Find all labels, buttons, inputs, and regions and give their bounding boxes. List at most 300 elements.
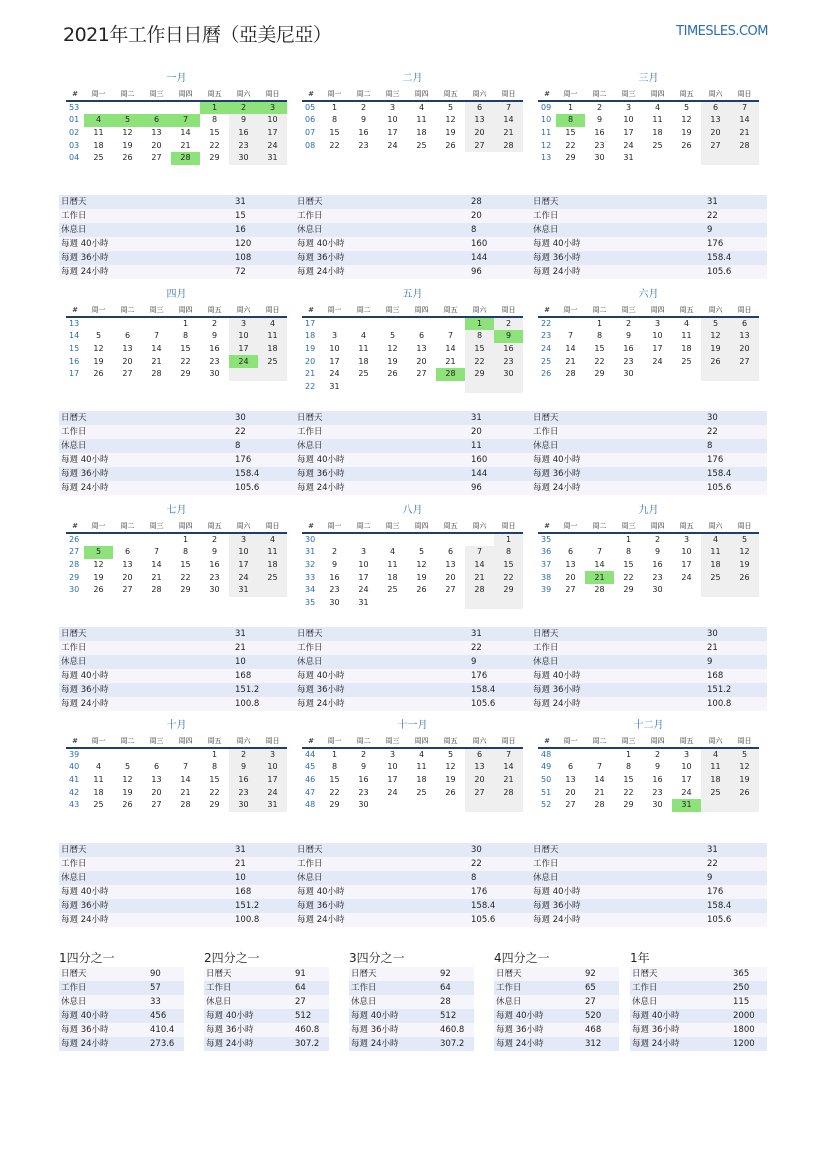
stat-value: 456: [150, 1011, 167, 1021]
weekday-header: 周三: [614, 520, 643, 533]
week-row: [538, 799, 759, 812]
weekday-header: #: [538, 520, 556, 533]
day-cell: 23: [209, 572, 220, 582]
day-cell: 29: [329, 800, 340, 810]
day-cell: 26: [416, 585, 427, 595]
stat-label: 每週 36小時: [61, 469, 109, 479]
weekday-header: 周一: [84, 88, 113, 101]
stat-label: 休息日: [632, 997, 658, 1007]
weekday-header: 周五: [436, 520, 465, 533]
day-cell: 20: [565, 787, 576, 797]
stat-label: 日曆天: [533, 629, 559, 639]
day-cell: 22: [565, 140, 576, 150]
quarter-stat-row: [494, 1037, 619, 1051]
stat-value: 151.2: [235, 685, 260, 695]
stat-value: 151.2: [707, 685, 732, 695]
week-row: [66, 317, 287, 330]
day-cell: 28: [436, 368, 465, 381]
day-cell: 12: [122, 775, 133, 785]
week-number: 20: [305, 356, 316, 366]
quarter-stat-row: [59, 1023, 184, 1037]
month-table: [66, 304, 287, 381]
day-cell: 9: [360, 115, 367, 125]
day-cell: 7: [730, 101, 759, 114]
day-cell: 7: [182, 762, 189, 772]
day-cell: 18: [701, 559, 730, 572]
stat-label: 休息日: [61, 873, 87, 883]
stat-label: 日曆天: [61, 197, 87, 207]
week-row: [66, 343, 287, 356]
quarter-title: 2四分之一: [204, 951, 260, 965]
week-number: 34: [305, 585, 316, 595]
stat-label: 日曆天: [297, 197, 323, 207]
stat-label: 每週 40小時: [297, 671, 345, 681]
quarter-title: 4四分之一: [494, 951, 550, 965]
quarter-block: [204, 950, 329, 1051]
day-cell: 21: [151, 356, 162, 366]
day-cell: 7: [567, 331, 574, 341]
stat-value: 8: [471, 225, 477, 235]
day-cell: 26: [730, 571, 759, 584]
weekday-header: #: [66, 304, 84, 317]
day-cell: 19: [445, 775, 456, 785]
weekday-header: 周日: [494, 735, 523, 748]
stat-label: 每週 36小時: [533, 685, 581, 695]
day-cell: 20: [565, 572, 576, 582]
day-cell: 18: [701, 774, 730, 787]
day-cell: 13: [565, 775, 576, 785]
day-cell: 31: [672, 799, 701, 812]
stat-value: 31: [471, 413, 482, 423]
stat-value: 30: [471, 845, 482, 855]
month-stats: [295, 411, 531, 495]
day-cell: 16: [623, 344, 634, 354]
weekday-header: 周四: [171, 304, 200, 317]
day-cell: [701, 368, 730, 381]
stat-label: 每週 36小時: [351, 1025, 399, 1035]
day-cell: 1: [331, 103, 338, 112]
stat-value: 15: [235, 211, 246, 221]
quarter-stat-row: [349, 1037, 474, 1051]
stat-label: 每週 36小時: [533, 469, 581, 479]
weekday-header: 周一: [84, 735, 113, 748]
week-row: [66, 584, 287, 597]
day-cell: 2: [211, 319, 218, 328]
stat-label: 每週 24小時: [297, 483, 345, 493]
stat-value: 105.6: [471, 915, 496, 925]
day-cell: 7: [153, 331, 160, 341]
month-title: 一月: [166, 73, 187, 84]
day-cell: 12: [701, 330, 730, 343]
weekday-header: #: [538, 304, 556, 317]
day-cell: 8: [494, 546, 523, 559]
day-cell: 14: [151, 560, 162, 570]
stat-value: 100.8: [707, 699, 732, 709]
day-cell: 17: [358, 572, 369, 582]
week-row: [66, 368, 287, 381]
stat-value: 72: [235, 267, 246, 277]
stat-label: 工作日: [533, 211, 559, 221]
day-cell: 5: [389, 331, 396, 341]
stat-value: 9: [471, 657, 477, 667]
day-cell: 28: [151, 369, 162, 379]
month-calendar: [538, 504, 759, 597]
day-cell: 19: [730, 774, 759, 787]
day-cell: 15: [623, 560, 634, 570]
stat-label: 日曆天: [533, 845, 559, 855]
weekday-header: 周四: [407, 735, 436, 748]
day-cell: 13: [445, 560, 456, 570]
stat-row: [295, 453, 531, 467]
weekday-header: #: [302, 304, 320, 317]
stat-value: 1800: [733, 1025, 755, 1035]
stat-label: 工作日: [533, 859, 559, 869]
week-number: 47: [305, 787, 316, 797]
day-cell: 20: [151, 140, 162, 150]
stat-label: 每週 36小時: [206, 1025, 254, 1035]
stat-row: [531, 481, 767, 495]
week-row: [302, 799, 523, 812]
stat-row: [59, 411, 295, 425]
day-cell: 10: [387, 762, 398, 772]
stat-label: 日曆天: [533, 197, 559, 207]
day-cell: 5: [84, 546, 113, 559]
stat-row: [59, 899, 295, 913]
weekday-header: 周五: [672, 520, 701, 533]
day-cell: 8: [182, 331, 189, 341]
day-cell: 6: [465, 101, 494, 114]
stat-value: 460.8: [440, 1025, 465, 1035]
day-cell: 16: [329, 572, 340, 582]
stat-value: 10: [235, 657, 246, 667]
week-number: 45: [305, 762, 316, 772]
day-cell: 13: [151, 775, 162, 785]
day-cell: [258, 368, 287, 381]
stat-label: 休息日: [61, 225, 87, 235]
day-cell: 31: [623, 153, 634, 163]
weekday-header: #: [302, 88, 320, 101]
day-cell: 22: [209, 787, 220, 797]
stat-label: 每週 40小時: [351, 1011, 399, 1021]
day-cell: 3: [258, 101, 287, 114]
day-cell: [229, 368, 258, 381]
day-cell: 2: [360, 750, 367, 759]
day-cell: 1: [182, 535, 189, 544]
day-cell: [320, 317, 349, 330]
stat-label: 日曆天: [61, 629, 87, 639]
stat-row: [59, 195, 295, 209]
day-cell: 15: [209, 128, 220, 138]
day-cell: 18: [387, 572, 398, 582]
stat-row: [531, 669, 767, 683]
week-number: 26: [69, 535, 80, 544]
stat-value: 30: [707, 629, 718, 639]
week-number: 30: [305, 535, 316, 544]
stat-value: 22: [707, 211, 718, 221]
day-cell: 16: [358, 775, 369, 785]
day-cell: 20: [730, 343, 759, 356]
week-number: 49: [541, 762, 552, 772]
stat-row: [531, 209, 767, 223]
week-number: 51: [541, 787, 552, 797]
stat-value: 105.6: [471, 699, 496, 709]
day-cell: 19: [701, 343, 730, 356]
quarter-stat-row: [349, 1009, 474, 1023]
day-cell: 2: [596, 103, 603, 112]
day-cell: 15: [623, 775, 634, 785]
weekday-header: 周四: [407, 304, 436, 317]
day-cell: 16: [594, 128, 605, 138]
week-number: 16: [69, 356, 80, 366]
day-cell: [494, 597, 523, 610]
day-cell: 14: [730, 114, 759, 127]
day-cell: 26: [701, 355, 730, 368]
day-cell: 28: [494, 139, 523, 152]
stat-value: 168: [235, 671, 252, 681]
day-cell: 28: [465, 584, 494, 597]
day-cell: 1: [596, 319, 603, 328]
day-cell: 5: [113, 114, 142, 127]
stat-row: [59, 871, 295, 885]
day-cell: 14: [494, 761, 523, 774]
day-cell: 8: [331, 762, 338, 772]
stat-value: 64: [295, 983, 306, 993]
stat-row: [531, 843, 767, 857]
weekday-header: #: [66, 520, 84, 533]
week-number: 14: [69, 331, 80, 341]
day-cell: 21: [445, 356, 456, 366]
day-cell: 10: [229, 330, 258, 343]
stat-row: [531, 641, 767, 655]
day-cell: 17: [229, 559, 258, 572]
month-title: 十一月: [397, 720, 428, 731]
stat-value: 158.4: [471, 685, 496, 695]
stat-label: 每週 24小時: [297, 915, 345, 925]
stat-value: 57: [150, 983, 161, 993]
stat-label: 日曆天: [632, 969, 658, 979]
day-cell: 14: [180, 775, 191, 785]
day-cell: 1: [211, 750, 218, 759]
stat-label: 每週 40小時: [533, 887, 581, 897]
week-number: 09: [541, 103, 552, 112]
day-cell: 26: [122, 153, 133, 163]
stat-value: 105.6: [235, 483, 260, 493]
day-cell: [730, 152, 759, 165]
stat-value: 108: [235, 253, 252, 263]
day-cell: 20: [465, 774, 494, 787]
week-row: [66, 786, 287, 799]
day-cell: 30: [209, 369, 220, 379]
stat-value: 21: [707, 643, 718, 653]
stat-value: 512: [440, 1011, 457, 1021]
day-cell: [701, 584, 730, 597]
stat-value: 168: [235, 887, 252, 897]
day-cell: 26: [681, 140, 692, 150]
day-cell: [494, 799, 523, 812]
day-cell: 16: [229, 127, 258, 140]
day-cell: 4: [360, 331, 367, 341]
weekday-header: 周五: [436, 304, 465, 317]
day-cell: [643, 368, 672, 381]
stat-row: [531, 453, 767, 467]
stat-label: 休息日: [297, 873, 323, 883]
day-cell: 16: [229, 774, 258, 787]
day-cell: 15: [329, 128, 340, 138]
weekday-header: 周二: [349, 520, 378, 533]
stat-row: [531, 439, 767, 453]
day-cell: 27: [445, 585, 456, 595]
stat-value: 20: [471, 427, 482, 437]
week-number: 46: [305, 775, 316, 785]
weekday-header: 周四: [171, 520, 200, 533]
stat-row: [295, 843, 531, 857]
week-row: [302, 127, 523, 140]
day-cell: 17: [652, 344, 663, 354]
day-cell: 19: [122, 787, 133, 797]
day-cell: 22: [494, 571, 523, 584]
quarter-stat-row: [349, 981, 474, 995]
week-number: 39: [541, 585, 552, 595]
day-cell: 11: [93, 128, 104, 138]
week-row: [538, 571, 759, 584]
weekday-header: 周三: [378, 304, 407, 317]
quarter-title: 1年: [630, 951, 650, 965]
day-cell: 11: [93, 775, 104, 785]
day-cell: 6: [701, 101, 730, 114]
stat-value: 273.6: [150, 1039, 175, 1049]
stat-row: [59, 627, 295, 641]
stat-value: 520: [585, 1011, 602, 1021]
stat-value: 30: [235, 413, 246, 423]
stat-label: 每週 36小時: [297, 901, 345, 911]
stat-label: 每週 36小時: [533, 253, 581, 263]
day-cell: 18: [93, 787, 104, 797]
week-row: [66, 114, 287, 127]
day-cell: 4: [84, 114, 113, 127]
week-number: 30: [69, 585, 80, 595]
day-cell: 14: [180, 128, 191, 138]
stat-row: [59, 251, 295, 265]
weekday-header: 周日: [494, 304, 523, 317]
quarter-stat-row: [494, 1009, 619, 1023]
day-cell: 7: [494, 101, 523, 114]
day-cell: 3: [360, 547, 367, 557]
stat-value: 9: [707, 873, 713, 883]
stat-label: 日曆天: [496, 969, 522, 979]
stat-value: 105.6: [707, 267, 732, 277]
month-calendar: [66, 719, 287, 812]
day-cell: 2: [211, 535, 218, 544]
stat-label: 每週 36小時: [61, 685, 109, 695]
weekday-header: 周三: [142, 735, 171, 748]
week-number: 18: [305, 331, 316, 341]
day-cell: 3: [331, 331, 338, 341]
day-cell: 27: [122, 369, 133, 379]
stat-row: [295, 411, 531, 425]
month-calendar: [66, 288, 287, 381]
weekday-header: 周三: [142, 520, 171, 533]
stat-label: 每週 36小時: [297, 469, 345, 479]
week-number: 41: [69, 775, 80, 785]
day-cell: 31: [258, 152, 287, 165]
stat-row: [295, 683, 531, 697]
day-cell: 27: [151, 800, 162, 810]
stat-row: [295, 697, 531, 711]
day-cell: 2: [494, 317, 523, 330]
day-cell: 27: [122, 585, 133, 595]
stat-row: [531, 411, 767, 425]
stat-label: 每週 24小時: [61, 483, 109, 493]
weekday-header: 周日: [730, 735, 759, 748]
stat-value: 410.4: [150, 1025, 175, 1035]
quarter-stat-row: [630, 1037, 767, 1051]
day-cell: 22: [180, 356, 191, 366]
weekday-header: 周二: [349, 88, 378, 101]
stat-label: 工作日: [351, 983, 377, 993]
stat-value: 176: [235, 455, 252, 465]
stat-label: 工作日: [297, 859, 323, 869]
week-number: 13: [69, 319, 80, 328]
week-number: 52: [541, 800, 552, 810]
weekday-header: 周一: [320, 735, 349, 748]
week-number: 13: [541, 153, 552, 163]
stat-row: [295, 481, 531, 495]
stat-row: [59, 913, 295, 927]
stat-row: [59, 237, 295, 251]
stat-value: 96: [471, 267, 482, 277]
stat-row: [59, 223, 295, 237]
day-cell: [556, 748, 585, 761]
stat-row: [59, 843, 295, 857]
day-cell: [465, 799, 494, 812]
weekday-header: 周五: [436, 88, 465, 101]
day-cell: 9: [211, 547, 218, 557]
stat-value: 20: [471, 211, 482, 221]
day-cell: 21: [180, 140, 191, 150]
day-cell: 22: [180, 572, 191, 582]
weekday-header: 周六: [701, 735, 730, 748]
day-cell: 22: [209, 140, 220, 150]
stat-label: 每週 24小時: [297, 699, 345, 709]
day-cell: 22: [623, 572, 634, 582]
stat-value: 27: [295, 997, 306, 1007]
day-cell: 10: [387, 115, 398, 125]
stat-label: 休息日: [61, 657, 87, 667]
stat-value: 31: [707, 845, 718, 855]
day-cell: 20: [122, 572, 133, 582]
site-link[interactable]: TIMESLES.COM: [676, 24, 768, 39]
weekday-header: 周日: [730, 304, 759, 317]
stat-label: 每週 40小時: [297, 239, 345, 249]
day-cell: 3: [683, 535, 690, 544]
day-cell: 3: [258, 748, 287, 761]
day-cell: 30: [229, 799, 258, 812]
day-cell: 9: [211, 331, 218, 341]
month-title: 四月: [166, 289, 187, 300]
day-cell: 8: [465, 330, 494, 343]
day-cell: [349, 533, 378, 546]
day-cell: 22: [465, 355, 494, 368]
day-cell: 16: [209, 344, 220, 354]
day-cell: 24: [229, 571, 258, 584]
stat-value: 151.2: [235, 901, 260, 911]
stat-value: 22: [707, 427, 718, 437]
week-row: [302, 748, 523, 761]
day-cell: 24: [681, 572, 692, 582]
day-cell: 7: [171, 114, 200, 127]
day-cell: 19: [122, 140, 133, 150]
day-cell: [142, 317, 171, 330]
